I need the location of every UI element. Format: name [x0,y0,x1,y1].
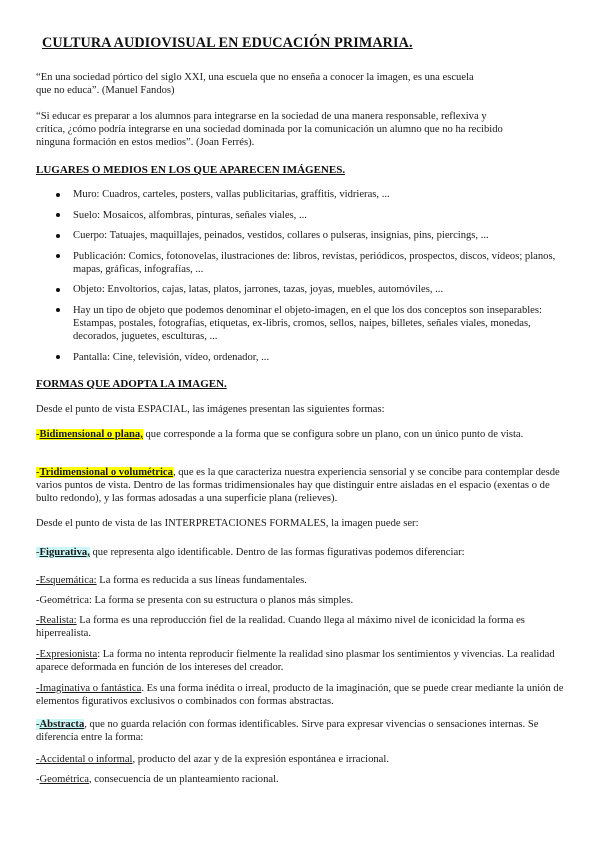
section-heading-formas: FORMAS QUE ADOPTA LA IMAGEN. [36,378,227,390]
list-item: Objeto: Envoltorios, cajas, latas, platos, jarrones, tazas, joyas, muebles, automóviles, ... [36,283,576,296]
type-accidental: -Accidental o informal, producto del azar y de la expresión espontánea e irracional. [36,754,389,765]
highlight: -Abstracta [36,719,85,730]
list-item: Pantalla: Cine, televisión, vídeo, ordenador, ... [36,351,576,364]
list-item: Suelo: Mosaicos, alfombras, pinturas, señales viales, ... [36,209,576,222]
highlight: -Figurativa, [36,547,90,558]
type-geometrica-abstracta: -Geométrica, consecuencia de un planteamiento racional. [36,774,279,785]
highlight: -Tridimensional o volumétrica [36,467,173,478]
term-bidimensional: Bidimensional o plana, [39,429,143,440]
intro-spatial: Desde el punto de vista ESPACIAL, las imágenes presentan las siguientes formas: [36,404,385,415]
type-imaginativa: -Imaginativa o fantástica. Es una forma inédita o irreal, producto de la imaginación, que se puede crear mediante la unión de elementos figurativos exclusivos o combinados con formas abstractas. [36,683,564,707]
highlight: -Bidimensional o plana, [36,429,143,440]
places-list [36,188,576,371]
quote-fandos [36,71,556,97]
list-item: Hay un tipo de objeto que podemos denominar el objeto-imagen, en el que los dos conceptos son inseparables: Estampas, postales, fotografías, etiquetas, ex-libris, cromos, sellos, naipes, billetes, señales viales, monedas, decorados, juguetes, esculturas, ... [36,304,576,343]
document-title: CULTURA AUDIOVISUAL EN EDUCACIÓN PRIMARIA. [42,35,413,51]
quote-ferres [36,110,556,149]
quote-line: que no educa”. (Manuel Fandos) [36,85,175,96]
form-abstracta: -Abstracta, que no guarda relación con formas identificables. Sirve para expresar vivencias o sensaciones internas. Se diferencia entre la forma: [36,719,539,743]
intro-formal: Desde el punto de vista de las INTERPRETACIONES FORMALES, la imagen puede ser: [36,518,419,529]
type-geometrica: -Geométrica: La forma se presenta con su estructura o planos más simples. [36,595,354,606]
quote-line: “En una sociedad pórtico del siglo XXI, una escuela que no enseña a conocer la imagen, es una escuela [36,72,474,83]
quote-line: ninguna formación en estos medios”. (Joan Ferrés). [36,137,255,148]
list-item: Muro: Cuadros, carteles, posters, vallas publicitarias, graffitis, vidrieras, ... [36,188,576,201]
list-item: Cuerpo: Tatuajes, maquillajes, peinados, vestidos, collares o pulseras, insignias, pins, piercings, ... [36,229,576,242]
quote-line: crítica, ¿cómo podría integrarse en una sociedad dominada por la comunicación un alumno que no ha recibido [36,124,503,135]
term-tridimensional: Tridimensional o volumétrica [39,467,173,478]
form-tridimensional: -Tridimensional o volumétrica, que es la que caracteriza nuestra experiencia sensorial y se concibe para contemplar desde varios puntos de vista. Dentro de las formas tridimensionales hay que distinguir entre aisladas en el espacio (exentas o de bulto redondo), y las formas adosadas a una superficie plana (relieves). [36,467,560,504]
type-realista: -Realista: La forma es una reproducción fiel de la realidad. Cuando llega al máximo nivel de iconicidad la forma es hiperrealista. [36,615,525,639]
term-figurativa: Figurativa, [39,547,90,558]
type-expresionista: -Expresionista: La forma no intenta reproducir fielmente la realidad sino plasmar los sentimientos y vivencias. La realidad aparece deformada en función de los intereses del creador. [36,649,555,673]
list-item: Publicación: Comics, fotonovelas, ilustraciones de: libros, revistas, periódicos, prospectos, discos, vídeos; planos, mapas, gráficas, infografías, ... [36,250,576,276]
quote-line: “Si educar es preparar a los alumnos para integrarse en la sociedad de una manera responsable, reflexiva y [36,111,487,122]
form-bidimensional: -Bidimensional o plana, que corresponde a la forma que se configura sobre un plano, con un único punto de vista. [36,429,524,440]
form-figurativa: -Figurativa, que representa algo identificable. Dentro de las formas figurativas podemos diferenciar: [36,547,465,558]
section-heading-lugares: LUGARES O MEDIOS EN LOS QUE APARECEN IMÁGENES. [36,164,346,176]
type-esquematica: -Esquemática: La forma es reducida a sus líneas fundamentales. [36,575,307,586]
term-abstracta: Abstracta [39,719,85,730]
